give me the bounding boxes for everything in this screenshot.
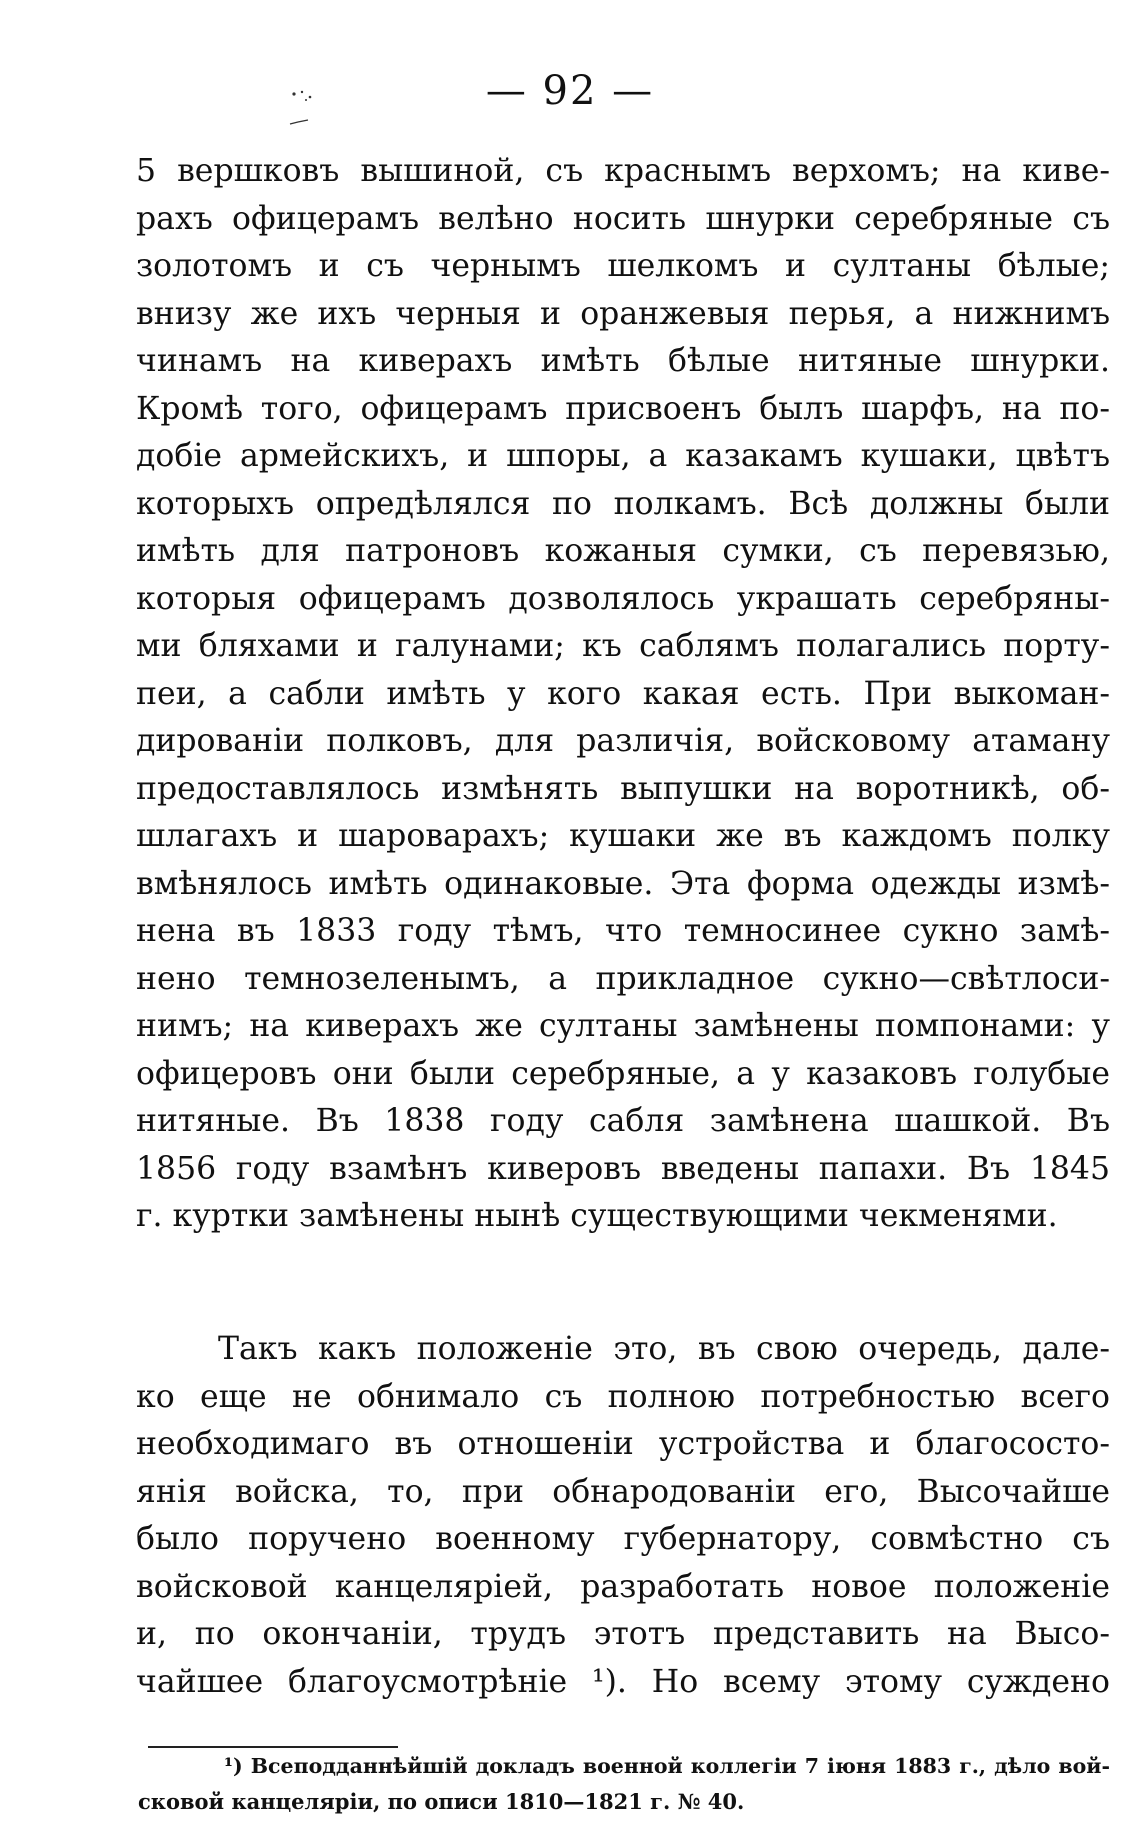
text-line: и, по окончаніи, трудъ этотъ представить на Высо- — [136, 1616, 1110, 1652]
text-line: шлагахъ и шароварахъ; кушаки же въ каждомъ полку — [136, 818, 1110, 854]
text-line: ко еще не обнимало съ полною потребностью всего — [136, 1378, 1110, 1415]
text-line: рахъ офицерамъ велѣно носить шнурки серебряные съ — [136, 200, 1110, 237]
text-line: необходимаго въ отношеніи устройства и благососто- — [136, 1426, 1110, 1462]
text-line: которыхъ опредѣлялся по полкамъ. Всѣ должны были — [136, 485, 1110, 522]
text-line: ми бляхами и галунами; къ саблямъ полагались порту- — [136, 628, 1110, 664]
footnote — [138, 1748, 1110, 1820]
footnote-line: сковой канцеляріи, по описи 1810—1821 г. № 40. — [138, 1789, 745, 1814]
text-line: имѣть для патроновъ кожаныя сумки, съ перевязью, — [136, 533, 1110, 569]
text-line: золотомъ и съ чернымъ шелкомъ и султаны бѣлые; — [136, 248, 1110, 284]
text-line: пеи, а сабли имѣть у кого какая есть. При выкоман- — [136, 675, 1110, 712]
text-line: дированіи полковъ, для различія, войсковому атаману — [136, 723, 1110, 759]
text-line: нимъ; на киверахъ же султаны замѣнены помпонами: у — [136, 1008, 1110, 1044]
page-number: — 92 — — [485, 68, 655, 114]
text-line: 5 вершковъ вышиной, съ краснымъ верхомъ; на киве- — [136, 153, 1110, 189]
text-line: предоставлялось измѣнять выпушки на воротникѣ, об- — [136, 770, 1110, 807]
text-line: было поручено военному губернатору, совмѣстно съ — [136, 1521, 1110, 1557]
text-line: войсковой канцеляріей, разработать новое положеніе — [136, 1568, 1110, 1605]
text-line: Такъ какъ положеніе это, въ свою очередь, дале- — [218, 1331, 1110, 1367]
text-line: 1856 году взамѣнъ киверовъ введены папахи. Въ 1845 — [136, 1150, 1110, 1187]
text-line: янія войска, то, при обнародованіи его, Высочайше — [136, 1473, 1110, 1510]
text-line: г. куртки замѣнены нынѣ существующими чекменями. — [136, 1198, 1058, 1234]
footnote-line: ¹) Всеподданнѣйшій докладъ военной коллегіи 7 іюня 1883 г., дѣло вой- — [224, 1754, 1110, 1778]
text-line: офицеровъ они были серебряные, а у казаковъ голубые — [136, 1055, 1110, 1092]
text-line: которыя офицерамъ дозволялось украшать серебряны- — [136, 580, 1110, 617]
text-line: добіе армейскихъ, и шпоры, а казакамъ кушаки, цвѣтъ — [136, 438, 1110, 474]
text-line: Кромѣ того, офицерамъ присвоенъ былъ шарфъ, на по- — [136, 390, 1110, 427]
text-line: чайшее благоусмотрѣніе ¹). Но всему этому суждено — [136, 1663, 1110, 1700]
paragraph-2 — [136, 1326, 1110, 1706]
paragraph-1 — [136, 148, 1110, 1241]
text-line: чинамъ на киверахъ имѣть бѣлые нитяные шнурки. — [136, 343, 1110, 379]
text-line: нитяные. Въ 1838 году сабля замѣнена шашкой. Въ — [136, 1103, 1110, 1139]
text-line: нено темнозеленымъ, а прикладное сукно—свѣтлоси- — [136, 960, 1110, 997]
text-line: вмѣнялось имѣть одинаковые. Эта форма одежды измѣ- — [136, 865, 1110, 902]
text-line: внизу же ихъ черныя и оранжевыя перья, а нижнимъ — [136, 295, 1110, 332]
text-line: нена въ 1833 году тѣмъ, что темносинее сукно замѣ- — [136, 913, 1110, 949]
